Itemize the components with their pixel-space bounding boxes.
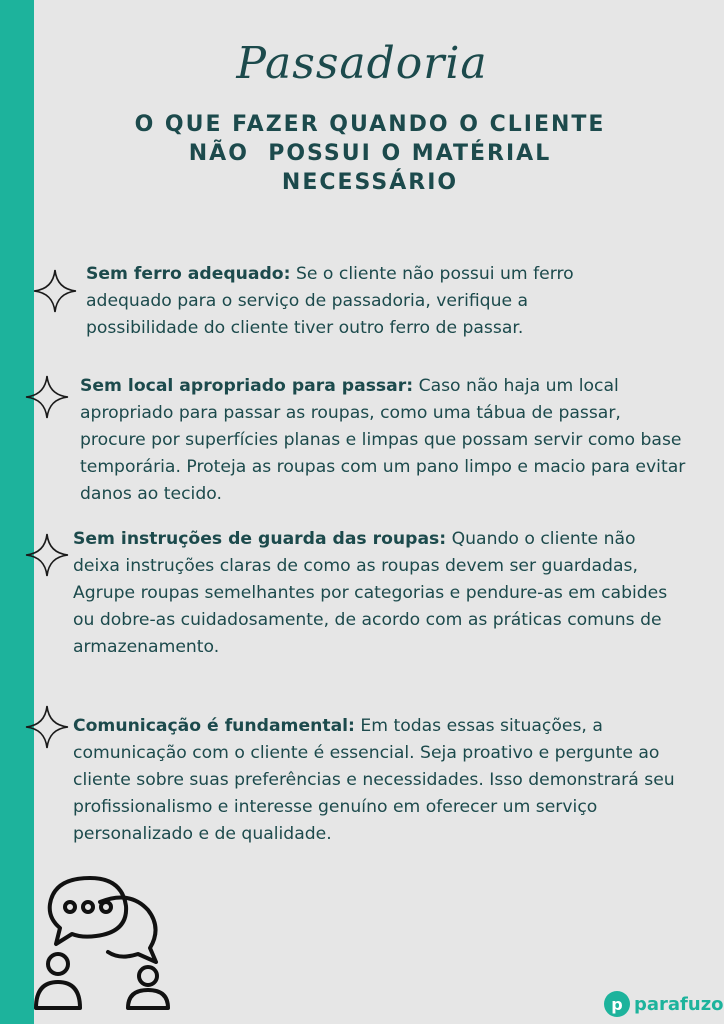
sparkle-icon [32, 268, 78, 314]
sparkle-icon [24, 374, 70, 420]
list-item [73, 713, 691, 848]
list-item [86, 261, 606, 342]
logo-text: parafuzo [634, 993, 724, 1015]
item-text: Em todas essas situações, a comunicação com o cliente é essencial. Seja proativo e pergunte ao cliente sobre suas preferências e necessidades. Isso demonstrará seu profissionalismo e interesse genuíno em oferecer um serviço personalizado e de qualidade. [73, 716, 675, 844]
item-heading: Comunicação é fundamental: [73, 716, 355, 736]
list-item [80, 373, 690, 508]
item-heading: Sem local apropriado para passar: [80, 376, 414, 396]
item-text: Quando o cliente não deixa instruções claras de como as roupas devem ser guardadas, Agrupe roupas semelhantes por categorias e pendure-as em cabides ou dobre-as cuidadosamente, de acordo com as práticas comuns de armazenamento. [73, 529, 668, 657]
subtitle-line-2: NÃO POSSUI O MATÉRIAL [188, 141, 552, 166]
side-accent-bar [0, 0, 34, 1024]
conversation-icon [30, 870, 180, 1015]
logo-badge: p [604, 991, 630, 1017]
sparkle-icon [24, 532, 70, 578]
item-text: Caso não haja um local apropriado para passar as roupas, como uma tábua de passar, procure por superfícies planas e limpas que possam servir como base temporária. Proteja as roupas com um pano limpo e macio para evitar danos ao tecido. [80, 376, 686, 504]
item-text: Se o cliente não possui um ferro adequado para o serviço de passadoria, verifique a possibilidade do cliente tiver outro ferro de passar. [86, 264, 574, 338]
brand-logo [604, 988, 724, 1020]
sparkle-icon [24, 704, 70, 750]
list-item [73, 526, 685, 661]
item-heading: Sem instruções de guarda das roupas: [73, 529, 447, 549]
item-heading: Sem ferro adequado: [86, 264, 291, 284]
subtitle-line-3: NECESSÁRIO [281, 170, 459, 195]
subtitle-line-1: O QUE FAZER QUANDO O CLIENTE [134, 112, 606, 137]
page-subtitle [120, 110, 620, 197]
page-title: Passadoria [236, 38, 488, 89]
